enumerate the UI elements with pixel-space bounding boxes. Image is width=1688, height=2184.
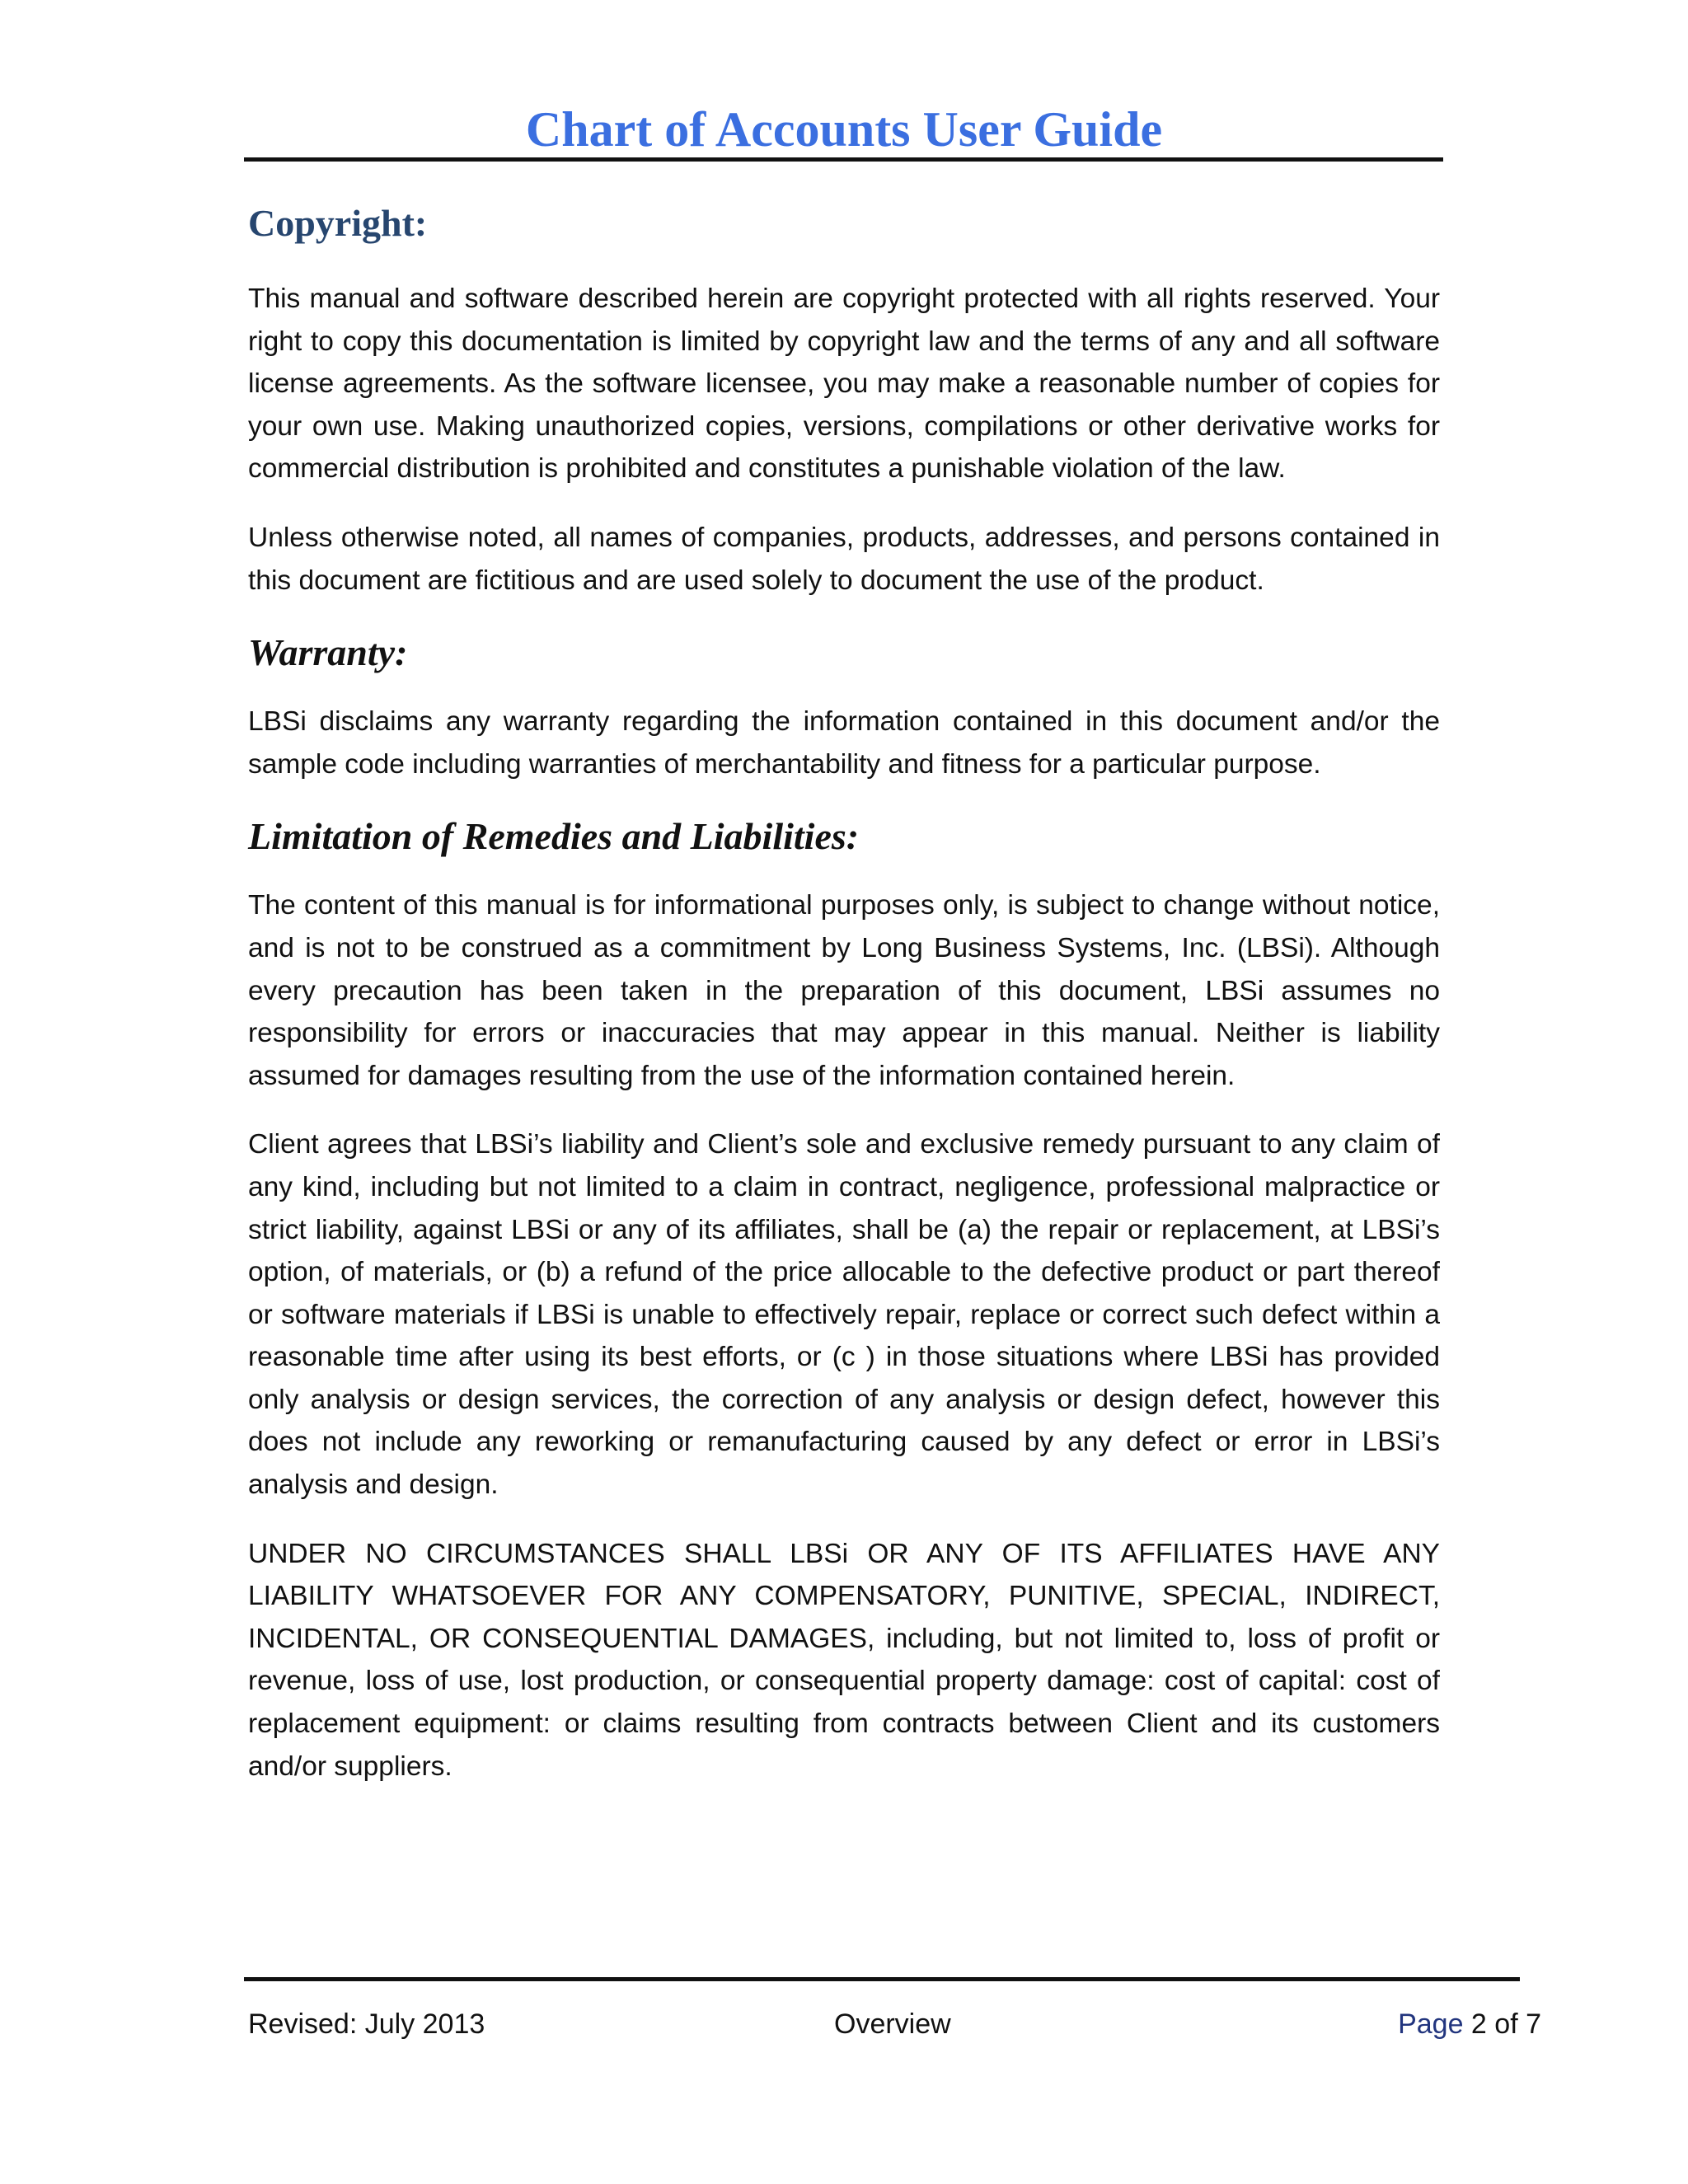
warranty-heading: Warranty: xyxy=(248,631,408,674)
limitation-heading: Limitation of Remedies and Liabilities: xyxy=(248,815,860,858)
warranty-paragraph: LBSi disclaims any warranty regarding the information contained in this document and/or the sample code including warranties of merchantability and fitness for a particular purpose. xyxy=(248,706,1440,780)
limitation-paragraph-1: The content of this manual is for informational purposes only, is subject to change without notice, and is not to be construed as a commitment by Long Business Systems, Inc. (LBSi). Although every precaution has been taken in the preparation of this document, LBSi assumes no responsibility for errors or inaccuracies that may appear in this manual. Neither is liability assumed for damages resulting from the use of the information contained herein. xyxy=(248,890,1440,1091)
copyright-heading: Copyright: xyxy=(248,202,428,244)
footer-section-name: Overview xyxy=(834,2008,951,2040)
limitation-paragraph-2: Client agrees that LBSi’s liability and Client’s sole and exclusive remedy pursuant to any claim of any kind, including but not limited to a claim in contract, negligence, professional malpractice or strict liability, against LBSi or any of its affiliates, shall be (a) the repair or replacement, at LBSi’s option, of materials, or (b) a refund of the price allocable to the defective product or part thereof or software materials if LBSi is unable to effectively repair, replace or correct such defect within a reasonable time after using its best efforts, or (c ) in those situations where LBSi has provided only analysis or design services, the correction of any analysis or design defect, however this does not include any reworking or remanufacturing caused by any defect or error in LBSi’s analysis and design. xyxy=(248,1129,1440,1501)
limitation-paragraph-3: UNDER NO CIRCUMSTANCES SHALL LBSi OR ANY OF ITS AFFILIATES HAVE ANY LIABILITY WHATSOEVER FOR ANY COMPENSATORY, PUNITIVE, SPECIAL, INDIRECT, INCIDENTAL, OR CONSEQUENTIAL DAMAGES, including, but not limited to, loss of profit or revenue, loss of use, lost production, or consequential property damage: cost of capital: cost of replacement equipment: or claims resulting from contracts between Client and its customers and/or suppliers. xyxy=(248,1538,1440,1782)
footer-divider xyxy=(244,1977,1520,1981)
page-content xyxy=(248,190,1440,1814)
copyright-paragraph-1: This manual and software described herein are copyright protected with all rights reserved. Your right to copy this documentation is limited by copyright law and the terms of any and all software license agreements. As the software licensee, you may make a reasonable number of copies for your own use. Making unauthorized copies, versions, compilations or other derivative works for commercial distribution is prohibited and constitutes a punishable violation of the law. xyxy=(248,284,1440,485)
footer-page-word: Page xyxy=(1398,2008,1464,2040)
document-title: Chart of Accounts User Guide xyxy=(525,102,1163,157)
title-divider xyxy=(244,157,1443,162)
footer-page-count: 2 of 7 xyxy=(1463,2008,1541,2040)
footer-revised-date: Revised: July 2013 xyxy=(248,2008,485,2040)
footer-page-number xyxy=(1398,2006,1541,2042)
copyright-paragraph-2: Unless otherwise noted, all names of companies, products, addresses, and persons contained in this document are fictitious and are used solely to document the use of the product. xyxy=(248,522,1440,596)
